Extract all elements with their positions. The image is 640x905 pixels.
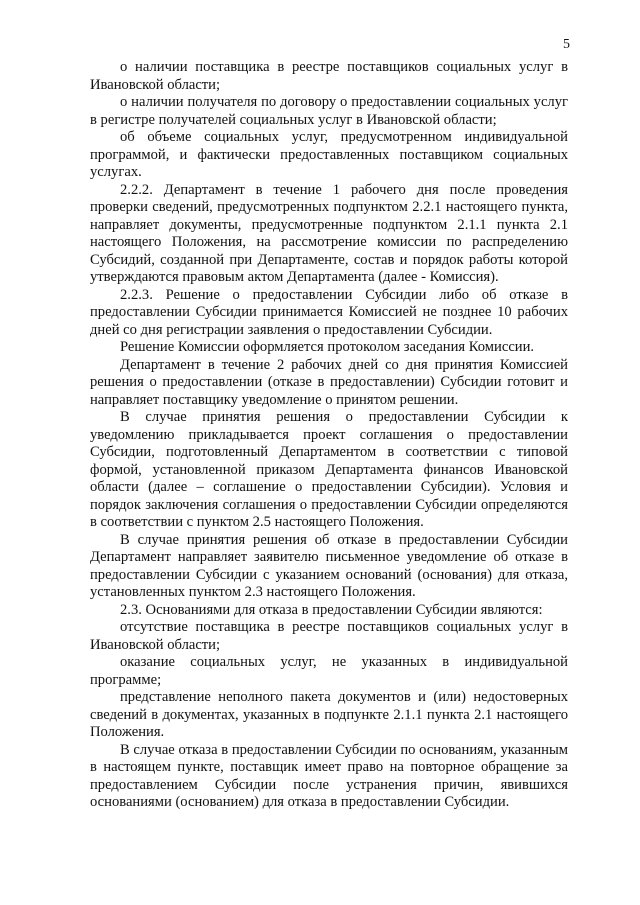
paragraph-commission-protocol: Решение Комиссии оформляется протоколом заседания Комиссии. bbox=[120, 339, 535, 355]
paragraph-services-volume: об объеме социальных услуг, предусмотренном индивидуальной программой, и фактически предоставленных поставщиком социальных услугах. bbox=[90, 129, 568, 180]
paragraph-repeat-application: В случае отказа в предоставлении Субсидии по основаниям, указанным в настоящем пункте, поставщик имеет право на повторное обращение за предоставлением Субсидии после устранения причин, явившихся основаниями (основанием) для отказа в предоставлении Субсидии. bbox=[90, 741, 568, 810]
page-number: 5 bbox=[563, 37, 570, 52]
paragraph-clause-2-2-2: 2.2.2. Департамент в течение 1 рабочего дня после проведения проверки сведений, предусмотренных подпунктом 2.2.1 настоящего пункта, направляет документы, предусмотренные подпунктом 2.1.1 пункта 2.1 настоящего Положения, на рассмотрение комиссии по распределению Субсидий, созданной при Департаменте, состав и порядок работы которой утверждаются правовым актом Департамента (далее - Комиссия). bbox=[90, 181, 568, 285]
paragraph-refusal-ground-services: оказание социальных услуг, не указанных в индивидуальной программе; bbox=[90, 654, 568, 688]
paragraph-clause-2-3: 2.3. Основаниями для отказа в предоставлении Субсидии являются: bbox=[120, 601, 543, 618]
paragraph-refusal-ground-registry: отсутствие поставщика в реестре поставщиков социальных услуг в Ивановской области; bbox=[90, 619, 568, 653]
paragraph-refusal-ground-documents: представление неполного пакета документов и (или) недостоверных сведений в документах, указанных в подпункте 2.1.1 пункта 2.1 настоящего Положения. bbox=[90, 689, 568, 740]
paragraph-notification: Департамент в течение 2 рабочих дней со дня принятия Комиссией решения о предоставлении (отказе в предоставлении) Субсидии готовит и направляет поставщику уведомление о принятом решении. bbox=[90, 356, 568, 408]
paragraph-recipient-register: о наличии получателя по договору о предоставлении социальных услуг в регистре получателей социальных услуг в Ивановской области; bbox=[90, 94, 568, 128]
paragraph-agreement-draft: В случае принятия решения о предоставлении Субсидии к уведомлению прикладывается проект соглашения о предоставлении Субсидии, подготовленный Департаментом в соответствии с типовой формой, установленной приказом Департамента финансов Ивановской области (далее – соглашение о предоставлении Субсидии). Условия и порядок заключения соглашения о предоставлении Субсидии определяются в соответствии с пунктом 2.5 настоящего Положения. bbox=[90, 409, 568, 530]
document-body bbox=[90, 59, 568, 812]
paragraph-clause-2-2-3: 2.2.3. Решение о предоставлении Субсидии либо об отказе в предоставлении Субсидии принимается Комиссией не позднее 10 рабочих дней со дня регистрации заявления о предоставлении Субсидии. bbox=[90, 286, 568, 338]
paragraph-provider-registry: о наличии поставщика в реестре поставщиков социальных услуг в Ивановской области; bbox=[90, 59, 568, 93]
paragraph-refusal-notice: В случае принятия решения об отказе в предоставлении Субсидии Департамент направляет заявителю письменное уведомление об отказе в предоставлении Субсидии с указанием оснований (основания) для отказа, установленных пунктом 2.3 настоящего Положения. bbox=[90, 531, 568, 600]
